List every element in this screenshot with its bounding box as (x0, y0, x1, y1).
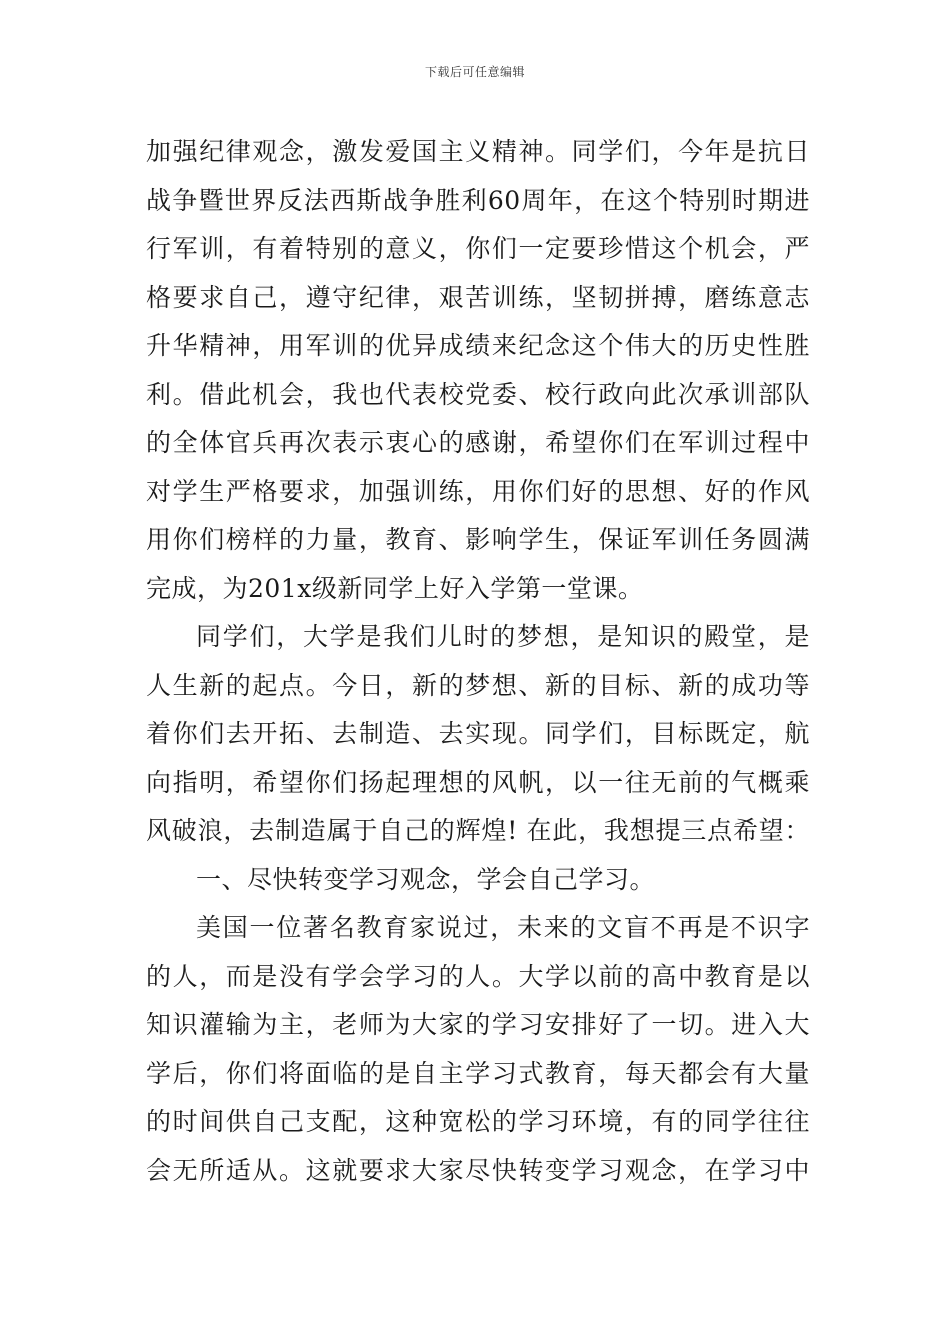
text-line: 完成，为201x级新同学上好入学第一堂课。 (146, 573, 644, 603)
text-line: 美国一位著名教育家说过，未来的文盲不再是不识字 (196, 913, 810, 942)
text-line: 知识灌输为主，老师为大家的学习安排好了一切。进入大 (146, 1010, 810, 1039)
text-line: 着你们去开拓、去制造、去实现。同学们，目标既定，航 (146, 719, 810, 748)
text-line: 风破浪，去制造属于自己的辉煌! 在此，我想提三点希望： (146, 816, 810, 845)
text-line: 升华精神，用军训的优异成绩来纪念这个伟大的历史性胜 (146, 331, 810, 360)
document-body (146, 128, 810, 1195)
text-line: 行军训，有着特别的意义，你们一定要珍惜这个机会，严 (146, 234, 810, 263)
text-line: 对学生严格要求，加强训练，用你们好的思想、好的作风 (146, 476, 810, 506)
text-line: 的人，而是没有学会学习的人。大学以前的高中教育是以 (146, 961, 810, 991)
text-line: 人生新的起点。今日，新的梦想、新的目标、新的成功等 (146, 670, 810, 700)
text-line: 向指明，希望你们扬起理想的风帆，以一往无前的气概乘 (146, 767, 810, 797)
text-line: 用你们榜样的力量，教育、影响学生，保证军训任务圆满 (146, 525, 810, 554)
text-line: 学后，你们将面临的是自主学习式教育，每天都会有大量 (146, 1058, 810, 1088)
text-line: 同学们，大学是我们儿时的梦想，是知识的殿堂，是 (196, 622, 810, 651)
text-line: 格要求自己，遵守纪律，艰苦训练，坚韧拼搏，磨练意志 (146, 282, 810, 312)
text-line: 的全体官兵再次表示衷心的感谢，希望你们在军训过程中 (146, 428, 810, 457)
text-line: 利。借此机会，我也代表校党委、校行政向此次承训部队 (146, 379, 810, 409)
text-line: 的时间供自己支配，这种宽松的学习环境，有的同学往往 (146, 1107, 810, 1136)
text-line: 加强纪律观念，激发爱国主义精神。同学们，今年是抗日 (146, 137, 810, 166)
text-line: 战争暨世界反法西斯战争胜利60周年，在这个特别时期进 (146, 185, 810, 215)
text-line: 一、尽快转变学习观念，学会自己学习。 (196, 864, 656, 894)
page-header: 下载后可任意编辑 (424, 65, 525, 79)
text-line: 会无所适从。这就要求大家尽快转变学习观念，在学习中 (146, 1155, 810, 1185)
